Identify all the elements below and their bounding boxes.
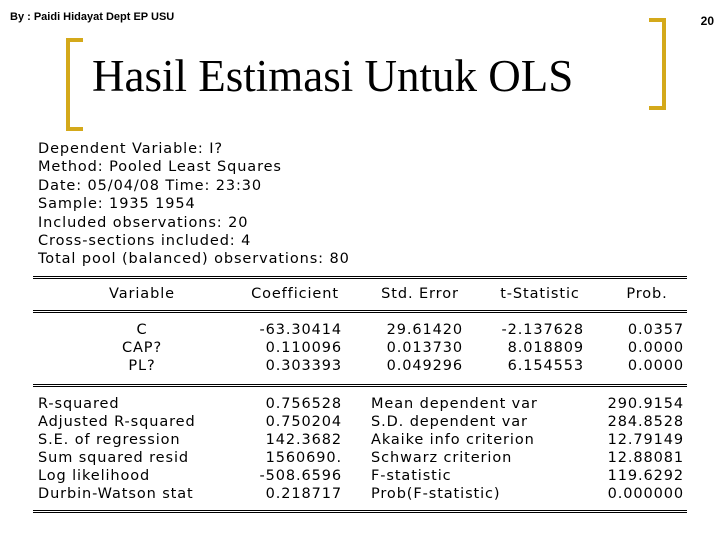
stat-value-cell: 12.79149	[607, 432, 684, 448]
dependent-variable-line: Dependent Variable: I?	[38, 141, 223, 157]
stat-value-cell: 0.756528	[265, 396, 342, 412]
coef-header-row	[0, 286, 720, 304]
t-statistic-cell: 8.018809	[507, 340, 584, 356]
page-number: 20	[700, 14, 714, 28]
stat-value-cell: -508.6596	[259, 468, 342, 484]
table-bottom-rule	[33, 510, 687, 513]
header-coefficient: Coefficient	[251, 286, 339, 302]
stat-value-cell: 290.9154	[607, 396, 684, 412]
stat-value-cell: 284.8528	[607, 414, 684, 430]
stat-value-cell: 12.88081	[607, 450, 684, 466]
header-t-statistic: t-Statistic	[500, 286, 580, 302]
coefficient-cell: 0.303393	[265, 358, 342, 374]
table-row	[0, 340, 720, 358]
estimation-header	[38, 140, 350, 269]
stat-label-cell: Prob(F-statistic)	[371, 486, 501, 502]
stat-value-cell: 0.218717	[265, 486, 342, 502]
std-error-cell: 0.049296	[386, 358, 463, 374]
t-statistic-cell: -2.137628	[501, 322, 584, 338]
stat-label-cell: Adjusted R-squared	[38, 414, 196, 430]
stat-value-cell: 119.6292	[607, 468, 684, 484]
cross-sections-line: Cross-sections included: 4	[38, 232, 252, 249]
stat-label-cell: Durbin-Watson stat	[38, 486, 194, 502]
prob-cell: 0.0357	[627, 322, 684, 338]
table-row	[0, 322, 720, 340]
variable-cell: PL?	[128, 358, 156, 374]
stat-value-cell: 142.3682	[265, 432, 342, 448]
stat-value-cell: 1560690.	[265, 450, 342, 466]
variable-cell: C	[136, 322, 148, 338]
coef-bottom-rule	[33, 384, 687, 387]
sample-line: Sample: 1935 1954	[38, 196, 196, 213]
total-pool-line: Total pool (balanced) observations: 80	[38, 251, 350, 268]
included-observations-line: Included observations: 20	[38, 214, 249, 231]
stat-label-cell: Schwarz criterion	[371, 450, 513, 466]
stat-label-cell: Sum squared resid	[38, 450, 189, 466]
table-row	[0, 432, 720, 450]
stat-label-cell: S.D. dependent var	[371, 414, 528, 430]
stat-label-cell: S.E. of regression	[38, 432, 181, 448]
header-std-error: Std. Error	[381, 286, 459, 302]
table-row	[0, 396, 720, 414]
coefficient-cell: 0.110096	[265, 340, 342, 356]
left-bracket-decoration	[66, 38, 83, 131]
table-row	[0, 486, 720, 504]
prob-cell: 0.0000	[627, 358, 684, 374]
method-line: Method: Pooled Least Squares	[38, 159, 282, 176]
header-prob: Prob.	[626, 286, 668, 302]
coef-header-rule	[33, 310, 687, 313]
table-row	[0, 468, 720, 486]
author-byline: By : Paidi Hidayat Dept EP USU	[10, 11, 175, 23]
stat-label-cell: R-squared	[38, 396, 120, 412]
stat-value-cell: 0.000000	[607, 486, 684, 502]
table-row	[0, 414, 720, 432]
coefficient-cell: -63.30414	[259, 322, 342, 338]
t-statistic-cell: 6.154553	[507, 358, 584, 374]
table-row	[0, 450, 720, 468]
slide-title: Hasil Estimasi Untuk OLS	[92, 51, 574, 101]
table-top-rule	[33, 276, 687, 279]
std-error-cell: 0.013730	[386, 340, 463, 356]
stat-label-cell: Mean dependent var	[371, 396, 538, 412]
table-row	[0, 358, 720, 376]
stat-label-cell: Akaike info criterion	[371, 432, 535, 448]
std-error-cell: 29.61420	[386, 322, 463, 338]
right-bracket-decoration	[649, 18, 666, 110]
date-time-line: Date: 05/04/08 Time: 23:30	[38, 177, 263, 194]
header-variable: Variable	[109, 286, 175, 302]
variable-cell: CAP?	[121, 340, 163, 356]
prob-cell: 0.0000	[627, 340, 684, 356]
stat-value-cell: 0.750204	[265, 414, 342, 430]
stat-label-cell: F-statistic	[371, 468, 452, 484]
stat-label-cell: Log likelihood	[38, 468, 151, 484]
